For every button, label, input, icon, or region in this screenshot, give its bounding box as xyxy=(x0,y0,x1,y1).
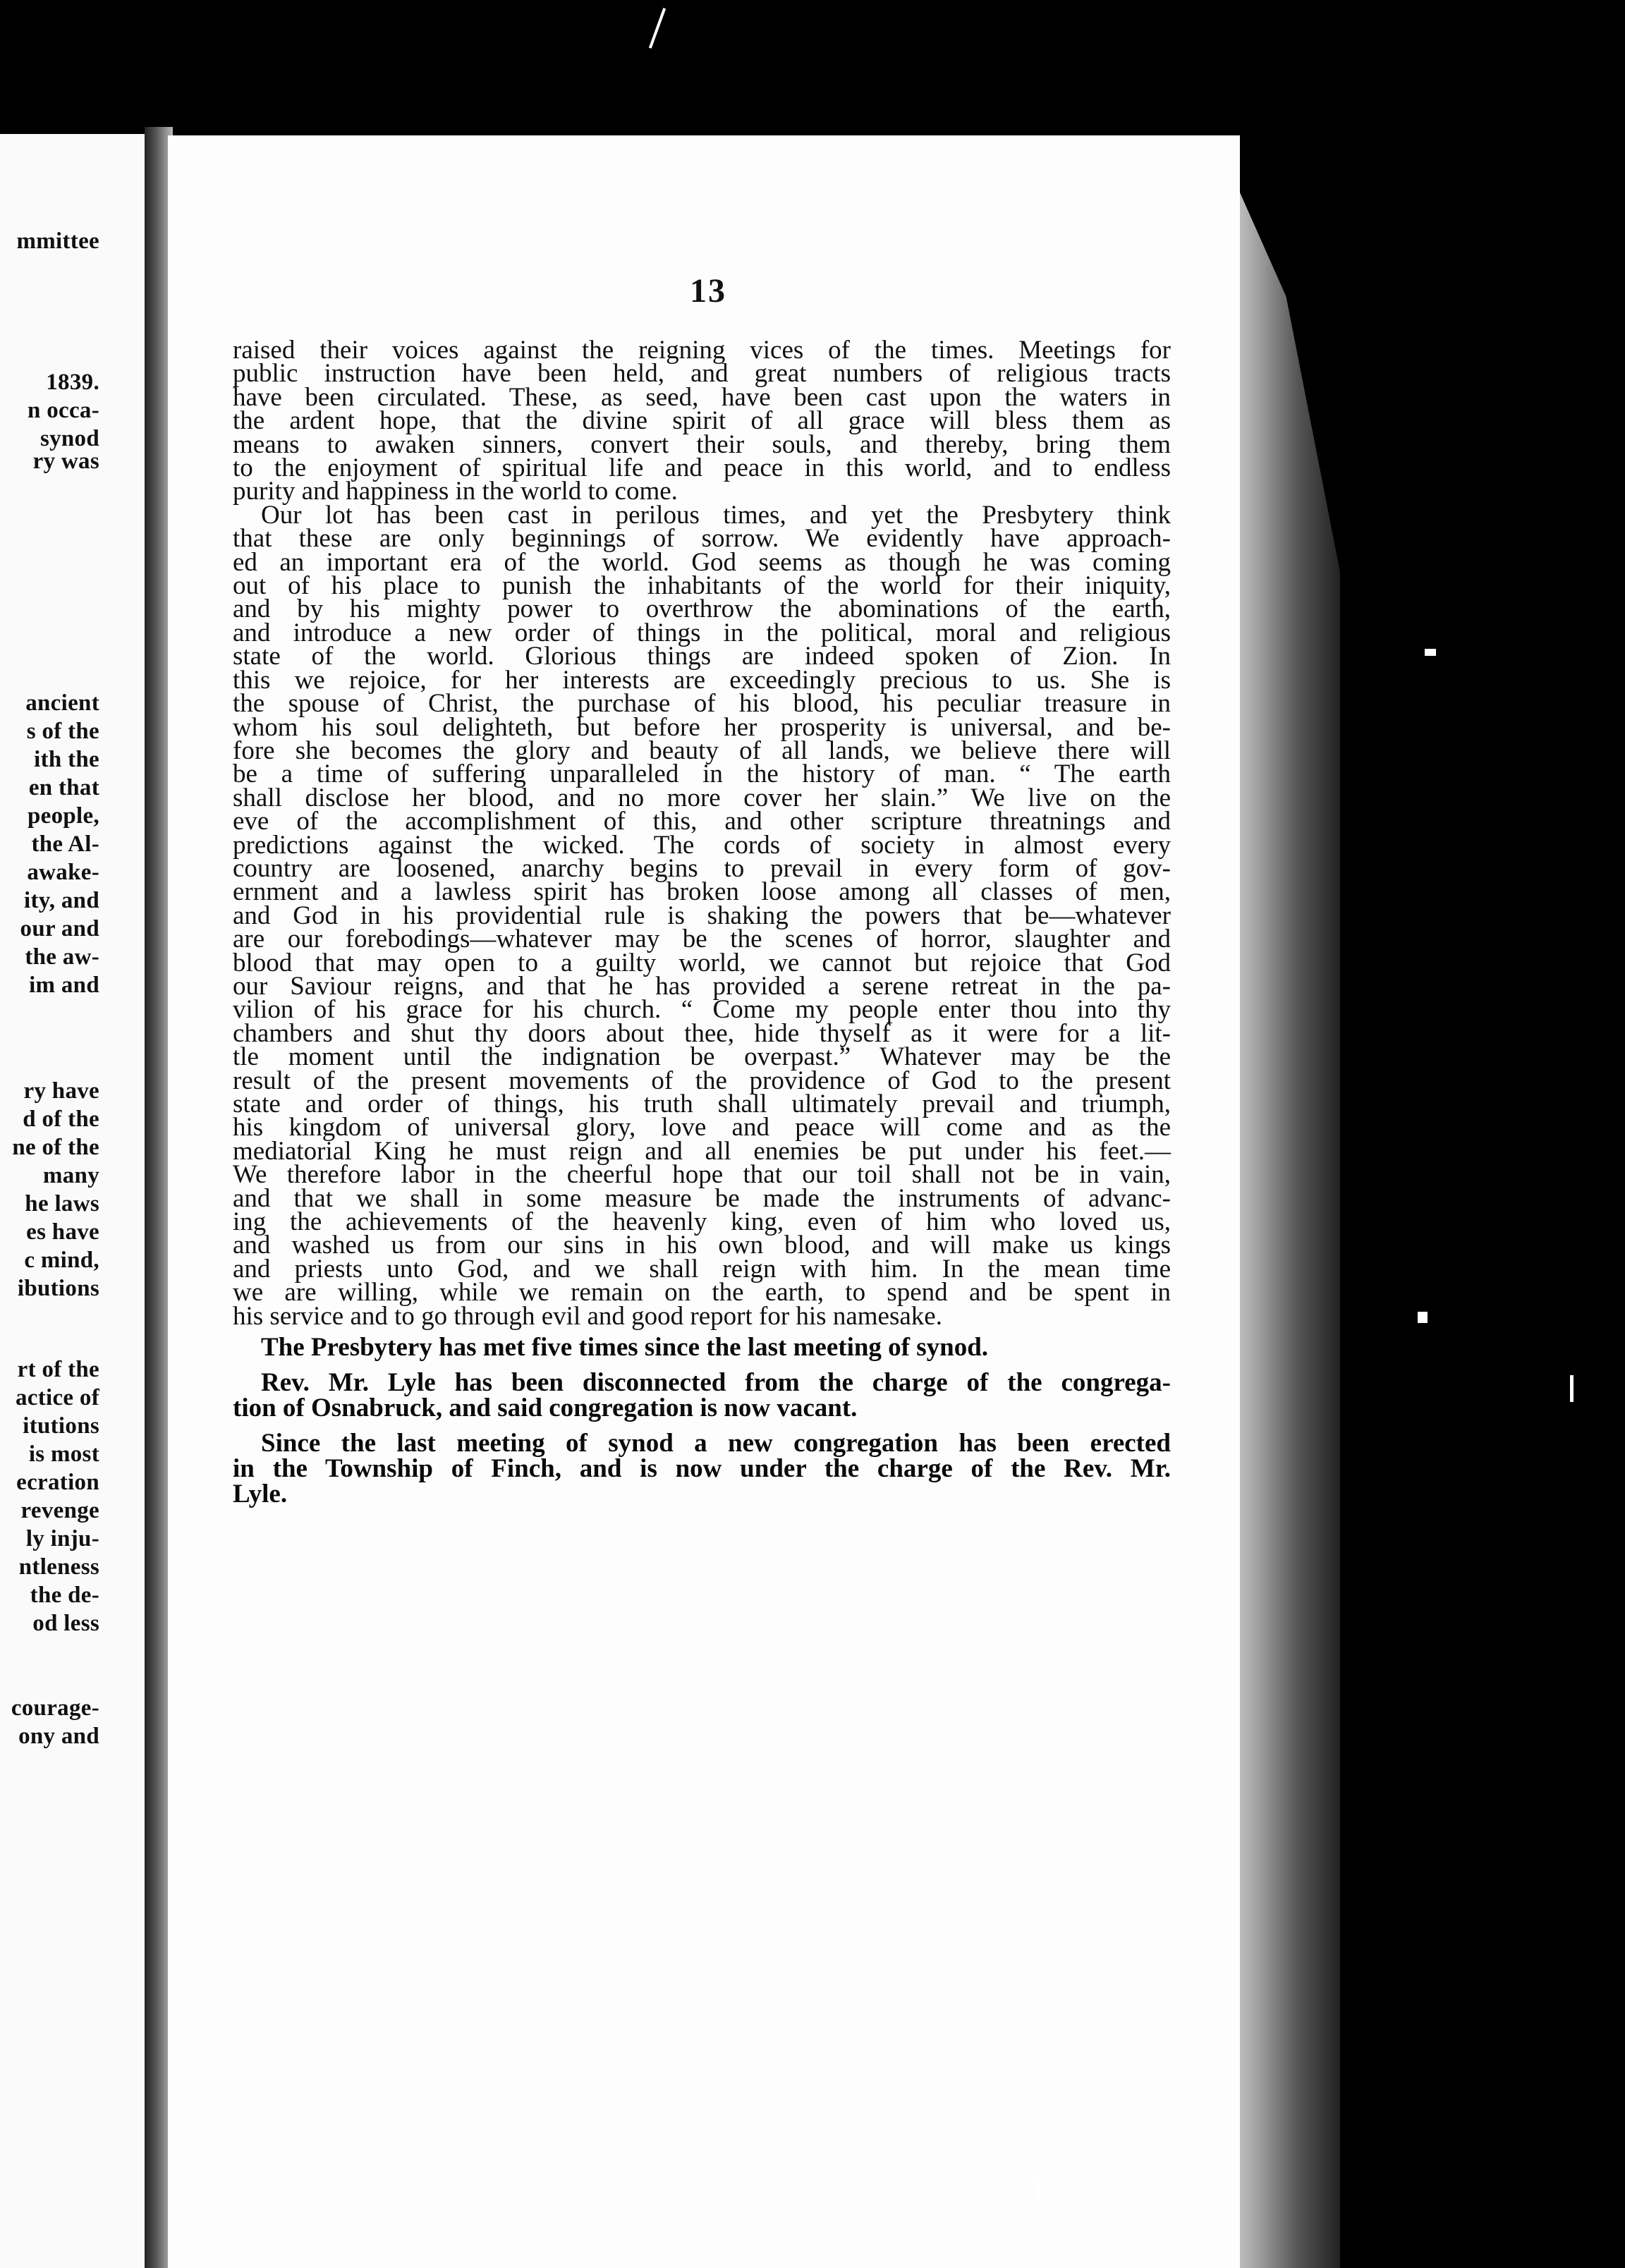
previous-page-line: courage- xyxy=(11,1695,99,1721)
text-line: in the Township of Finch, and is now under the charge of the Rev. Mr. xyxy=(233,1454,1171,1483)
previous-page-line: od less xyxy=(32,1611,99,1636)
text-line: this we rejoice, for her interests are exceedingly precious to us. She is xyxy=(233,665,1171,695)
text-line: raised their voices against the reigning vices of the times. Meetings for xyxy=(233,336,1171,365)
previous-page-line: actice of xyxy=(15,1385,99,1410)
previous-page-line: ony and xyxy=(18,1724,99,1749)
text-line: shall disclose her blood, and no more cover her slain.” We live on the xyxy=(233,783,1171,812)
previous-page-line: n occa- xyxy=(28,398,99,423)
text-line: whom his soul delighteth, but before her prosperity is universal, and be- xyxy=(233,712,1171,742)
text-line: and priests unto God, and we shall reign with him. In the mean time xyxy=(233,1254,1171,1284)
text-line: fore she becomes the glory and beauty of all lands, we believe there will xyxy=(233,736,1171,765)
closing-paragraph xyxy=(233,1335,1171,1360)
text-line: blood that may open to a guilty world, we cannot but rejoice that God xyxy=(233,948,1171,977)
previous-page-line: itutions xyxy=(23,1413,99,1439)
text-line: we are willing, while we remain on the earth, to spend and be spent in xyxy=(233,1278,1171,1307)
text-line: and that we shall in some measure be made the instruments of advanc- xyxy=(233,1183,1171,1213)
text-line: result of the present movements of the providence of God to the present xyxy=(233,1066,1171,1095)
previous-page-line: revenge xyxy=(20,1498,99,1523)
closing-paragraph xyxy=(233,1431,1171,1507)
previous-page-line: ry have xyxy=(23,1078,99,1104)
text-line: be a time of suffering unparalleled in the history of man. “ The earth xyxy=(233,760,1171,789)
previous-page-line: ity, and xyxy=(24,888,99,913)
text-line: mediatorial King he must reign and all enemies be put under his feet.— xyxy=(233,1136,1171,1166)
closing-paragraph xyxy=(233,1370,1171,1421)
previous-page-line: im and xyxy=(29,973,99,998)
previous-page-line: ecration xyxy=(16,1470,99,1495)
text-line: The Presbytery has met five times since the last meeting of synod. xyxy=(261,1333,989,1362)
text-line: means to awaken sinners, convert their souls, and thereby, bring them xyxy=(233,429,1171,459)
text-line: Rev. Mr. Lyle has been disconnected from the charge of the congrega- xyxy=(261,1368,1171,1397)
previous-page-line: c mind, xyxy=(24,1248,99,1273)
text-line: have been circulated. These, as seed, have been cast upon the waters in xyxy=(233,382,1171,412)
previous-page-line: ry was xyxy=(32,449,99,474)
text-line: ing the achievements of the heavenly king, even of him who loved us, xyxy=(233,1207,1171,1237)
text-line: and introduce a new order of things in the political, moral and religious xyxy=(233,618,1171,647)
previous-page-line: mmittee xyxy=(16,228,99,254)
previous-page-line: ne of the xyxy=(12,1135,99,1160)
text-line: Since the last meeting of synod a new congregation has been erected xyxy=(261,1429,1171,1458)
scan-speck xyxy=(1425,649,1436,656)
previous-page-line: ntleness xyxy=(18,1554,99,1580)
text-line: Lyle. xyxy=(233,1480,288,1508)
previous-page-line: ly inju- xyxy=(25,1526,99,1551)
previous-page-line: 1839. xyxy=(46,370,99,395)
text-line: the spouse of Christ, the purchase of his blood, his peculiar treasure in xyxy=(233,689,1171,719)
text-line: are our forebodings—whatever may be the scenes of horror, slaughter and xyxy=(233,925,1171,954)
scan-speck xyxy=(1037,2179,1040,2199)
text-line: our Saviour reigns, and that he has provided a serene retreat in the pa- xyxy=(233,971,1171,1001)
previous-page-line: synod xyxy=(39,426,99,451)
text-line: his kingdom of universal glory, love and peace will come and as the xyxy=(233,1113,1171,1142)
text-line: We therefore labor in the cheerful hope that our toil shall not be in vain, xyxy=(233,1160,1171,1190)
text-line: ernment and a lawless spirit has broken loose among all classes of men, xyxy=(233,877,1171,907)
previous-page-line: en that xyxy=(28,775,99,800)
previous-page-line: our and xyxy=(20,916,99,941)
text-line: ed an important era of the world. God seems as though he was coming xyxy=(233,547,1171,577)
text-line: state of the world. Glorious things are indeed spoken of Zion. In xyxy=(233,642,1171,671)
previous-page-line: rt of the xyxy=(17,1357,99,1382)
text-line: eve of the accomplishment of this, and other scripture threatnings and xyxy=(233,807,1171,836)
text-line: that these are only beginnings of sorrow. We evidently have approach- xyxy=(233,524,1171,554)
text-line: Our lot has been cast in perilous times, and yet the Presbytery think xyxy=(261,500,1171,530)
text-line: the ardent hope, that the divine spirit of all grace will bless them as xyxy=(233,406,1171,436)
text-line: tion of Osnabruck, and said congregation is now vacant. xyxy=(233,1394,858,1422)
previous-page-line: ancient xyxy=(25,690,99,716)
previous-page-line: is most xyxy=(28,1441,99,1467)
previous-page-line: awake- xyxy=(27,860,99,885)
paragraph-1 xyxy=(233,336,1171,506)
scan-speck xyxy=(649,8,666,49)
text-line: purity and happiness in the world to come. xyxy=(233,477,678,506)
previous-page-line: the Al- xyxy=(31,831,99,857)
text-line: country are loosened, anarchy begins to prevail in every form of gov- xyxy=(233,853,1171,883)
text-line: and by his mighty power to overthrow the abominations of the earth, xyxy=(233,595,1171,624)
previous-page-line: es have xyxy=(26,1219,99,1245)
paragraph-2 xyxy=(233,500,1171,1331)
page-number: 13 xyxy=(690,272,726,310)
text-line: predictions against the wicked. The cords of society in almost every xyxy=(233,830,1171,860)
body-text xyxy=(233,336,1171,1331)
previous-page-line: ibutions xyxy=(17,1276,99,1301)
previous-page-line: many xyxy=(42,1163,99,1188)
text-line: and God in his providential rule is shaking the powers that be—whatever xyxy=(233,901,1171,930)
previous-page-line: s of the xyxy=(26,719,99,744)
previous-page-line: the aw- xyxy=(25,944,99,970)
previous-page-fragment xyxy=(0,134,149,2268)
scan-speck xyxy=(1418,1312,1428,1323)
text-line: out of his place to punish the inhabitants of the world for their iniquity, xyxy=(233,571,1171,601)
text-line: and washed us from our sins in his own blood, and will make us kings xyxy=(233,1231,1171,1260)
closing-paragraphs xyxy=(233,1335,1171,1517)
text-line: public instruction have been held, and great numbers of religious tracts xyxy=(233,359,1171,389)
previous-page-line: d of the xyxy=(23,1106,99,1132)
text-line: his service and to go through evil and good report for his namesake. xyxy=(233,1301,942,1331)
previous-page-line: the de- xyxy=(30,1583,99,1608)
previous-page-line: ith the xyxy=(34,747,99,772)
scan-speck xyxy=(1570,1375,1574,1402)
text-line: state and order of things, his truth shall ultimately prevail and triumph, xyxy=(233,1090,1171,1118)
previous-page-line: he laws xyxy=(25,1191,99,1217)
text-line: vilion of his grace for his church. “ Come my people enter thou into thy xyxy=(233,995,1171,1025)
text-line: to the enjoyment of spiritual life and peace in this world, and to endless xyxy=(233,453,1171,483)
previous-page-line: people, xyxy=(27,803,99,829)
text-line: chambers and shut thy doors about thee, hide thyself as it were for a lit- xyxy=(233,1018,1171,1048)
text-line: tle moment until the indignation be overpast.” Whatever may be the xyxy=(233,1042,1171,1072)
